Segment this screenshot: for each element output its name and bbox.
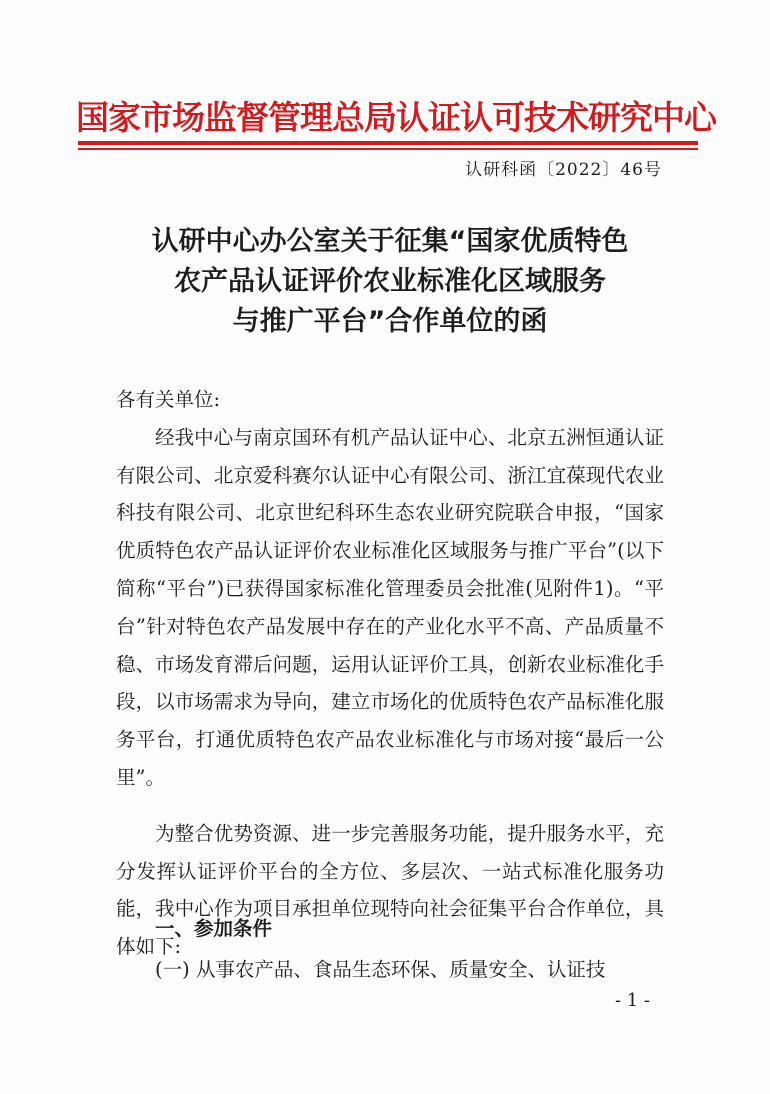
body-paragraph-2: 为整合优势资源、进一步完善服务功能，提升服务水平，充分发挥认证评价平台的全方位、多层次、一站式标准化服务功能，我中心作为项目承担单位现特向社会征集平台合作单位，具体如下: bbox=[116, 821, 664, 959]
salutation: 各有关单位: bbox=[116, 388, 221, 411]
title-line-1: 认研中心办公室关于征集“国家优质特色 bbox=[151, 226, 629, 257]
section-item-1: (一) 从事农产品、食品生态环保、质量安全、认证技 bbox=[155, 958, 606, 981]
title-line-2: 农产品认证评价农业标准化区域服务 bbox=[174, 266, 606, 297]
section-heading-conditions: 一、参加条件 bbox=[155, 917, 273, 940]
title-line-3: 与推广平台”合作单位的函 bbox=[232, 306, 548, 337]
document-body bbox=[116, 381, 664, 966]
organization-header: 国家市场监督管理总局认证认可技术研究中心 bbox=[76, 98, 716, 137]
document-title bbox=[80, 222, 700, 342]
document-number: 认研科函〔2022〕46号 bbox=[465, 160, 662, 180]
header-red-rule-thin bbox=[78, 148, 698, 150]
body-paragraph-1: 经我中心与南京国环有机产品认证中心、北京五洲恒通认证有限公司、北京爱科赛尔认证中心有限公司、浙江宜葆现代农业科技有限公司、北京世纪科环生态农业研究院联合申报，“国家优质特色农产品认证评价农业标准化区域服务与推广平台”(以下简称“平台”)已获得国家标准化管理委员会批准(见附件1)。“平台”针对特色农产品发展中存在的产业化水平不高、产品质量不稳、市场发育滞后问题，运用认证评价工具，创新农业标准化手段，以市场需求为导向，建立市场化的优质特色农产品标准化服务平台，打通优质特色农产品农业标准化与市场对接“最后一公里”。 bbox=[116, 425, 664, 789]
page-number: - 1 - bbox=[614, 990, 650, 1011]
header-red-rule bbox=[78, 141, 698, 145]
